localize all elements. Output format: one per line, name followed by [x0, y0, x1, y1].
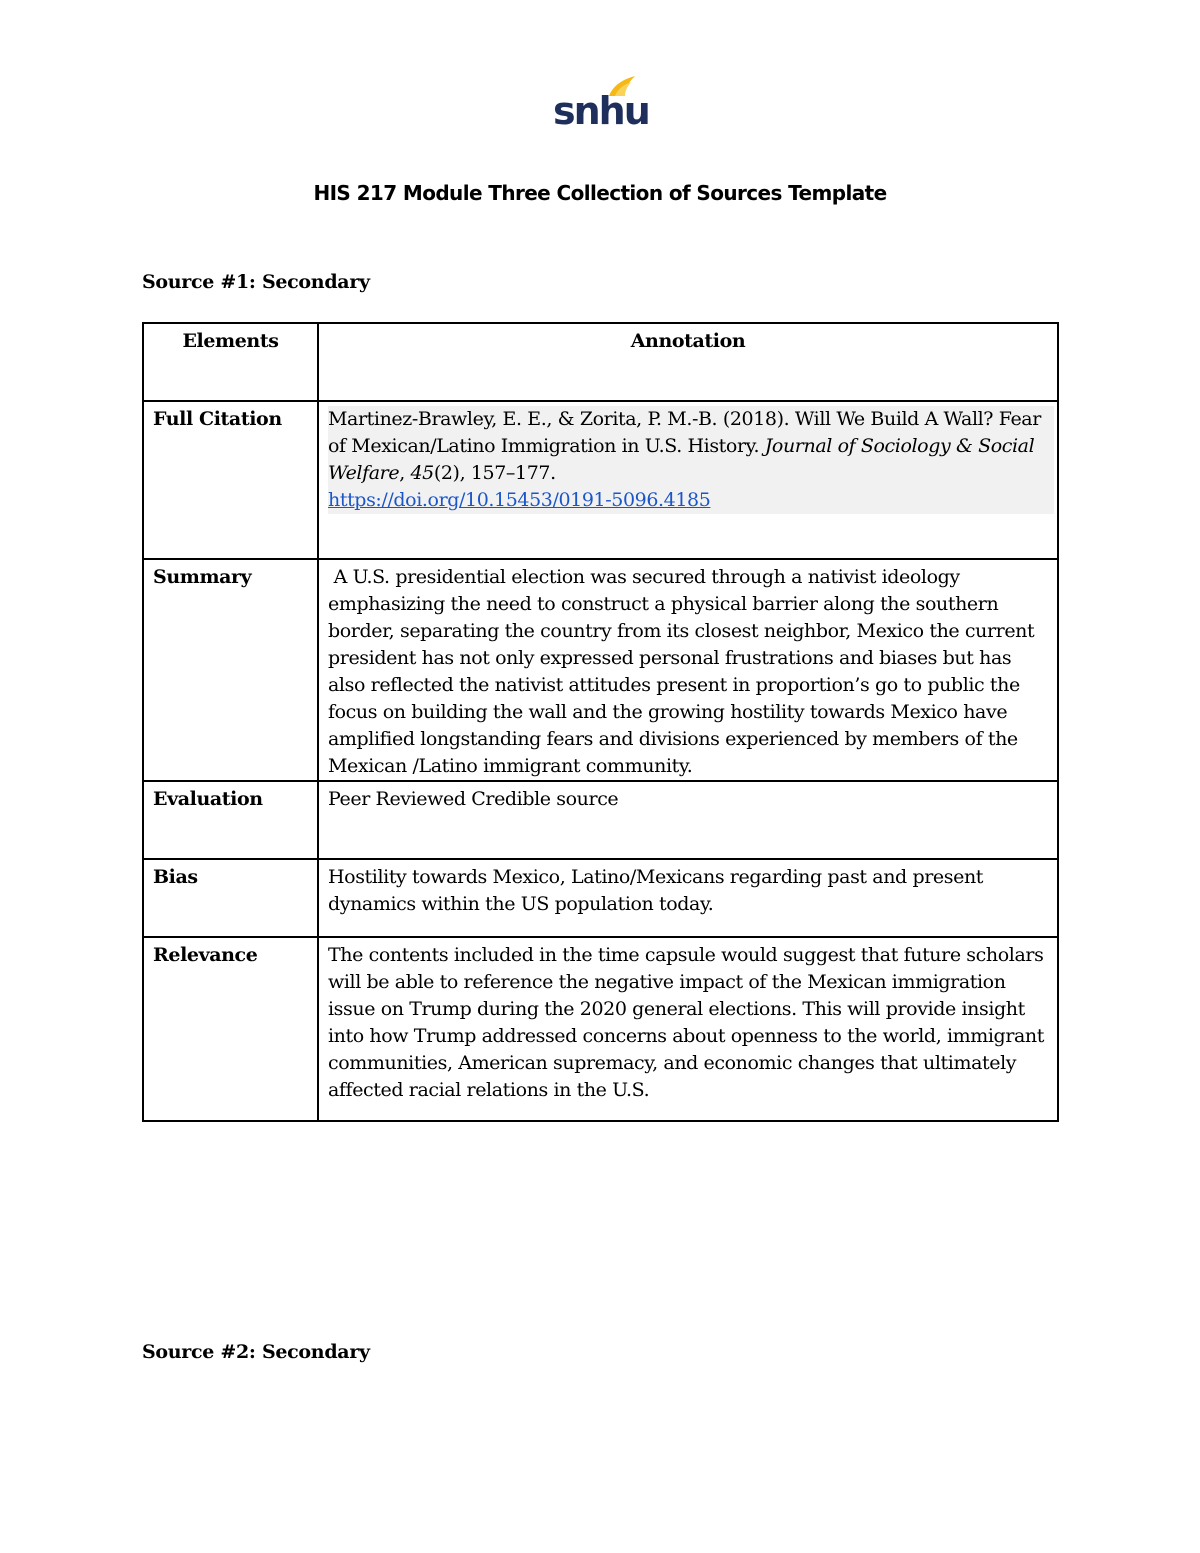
snhu-logo	[553, 74, 649, 136]
relevance-label: Relevance	[143, 937, 318, 1121]
logo-wordmark: snhu	[553, 89, 649, 133]
annotation-table	[142, 322, 1059, 1122]
doi-link[interactable]: https://doi.org/10.15453/0191-5096.4185	[328, 489, 711, 511]
evaluation-label: Evaluation	[143, 781, 318, 859]
full-citation-cell	[318, 401, 1058, 559]
relevance-text: The contents included in the time capsule would suggest that future scholars will be able to reference the negative impact of the Mexican immigration issue on Trump during the 2020 general elections. This will provide insight into how Trump addressed concerns about openness to the world, immigrant communities, American supremacy, and economic changes that ultimately affected racial relations in the U.S.	[318, 937, 1058, 1121]
summary-label: Summary	[143, 559, 318, 781]
citation-text: Martinez-Brawley, E. E., & Zorita, P. M.-B. (2018). Will We Build A Wall? Fear of Mexican/Latino Immigration in U.S. History. Journal of Sociology & Social Welfare, 45(2), 157–177. https://doi.org/10.15453/0191-5096.4185	[328, 406, 1054, 514]
table-row	[143, 781, 1058, 859]
table-row	[143, 559, 1058, 781]
bias-text: Hostility towards Mexico, Latino/Mexicans regarding past and present dynamics within the US population today.	[318, 859, 1058, 937]
table-row	[143, 937, 1058, 1121]
source-1-heading: Source #1: Secondary	[142, 271, 370, 293]
source-2-heading: Source #2: Secondary	[142, 1341, 370, 1363]
journal-name: Journal of Sociology & Social Welfare	[328, 435, 1035, 484]
bias-label: Bias	[143, 859, 318, 937]
summary-text: A U.S. presidential election was secured through a nativist ideology emphasizing the need to construct a physical barrier along the southern border, separating the country from its closest neighbor, Mexico the current president has not only expressed personal frustrations and biases but has also reflected the nativist attitudes present in proportion’s go to public the focus on building the wall and the growing hostility towards Mexico have amplified longstanding fears and divisions experienced by members of the Mexican /Latino immigrant community.	[318, 559, 1058, 781]
evaluation-text: Peer Reviewed Credible source	[318, 781, 1058, 859]
table-row	[143, 859, 1058, 937]
full-citation-label: Full Citation	[143, 401, 318, 559]
document-title: HIS 217 Module Three Collection of Sources Template	[313, 181, 887, 205]
annotation-column-header: Annotation	[318, 323, 1058, 401]
table-row	[143, 401, 1058, 559]
table-header-row	[143, 323, 1058, 401]
elements-column-header: Elements	[143, 323, 318, 401]
journal-volume: 45	[410, 462, 434, 484]
